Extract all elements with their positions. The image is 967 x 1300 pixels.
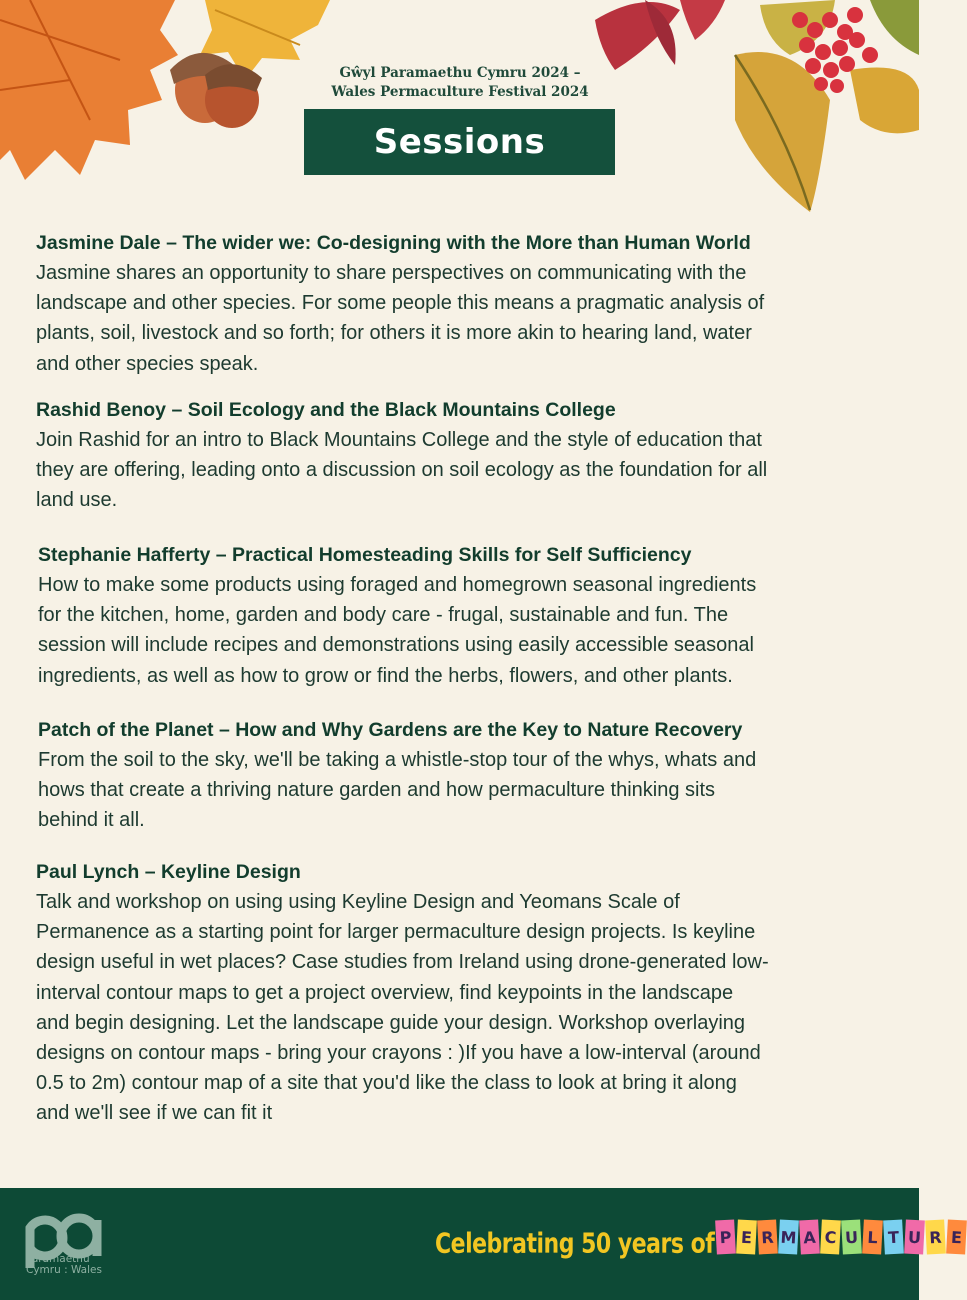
permaculture-letter: R — [757, 1220, 778, 1255]
description-line: Talk and workshop on using using Keyline Design and Yeomans Scale of — [36, 891, 680, 913]
permaculture-letter: E — [946, 1220, 967, 1255]
berries-leaves-top-right-illustration — [585, 0, 919, 215]
description-line: behind it all. — [38, 809, 145, 832]
permaculture-letter: E — [736, 1220, 757, 1255]
logo-text-line: Cymru : Wales — [26, 1264, 102, 1276]
description-line: interval contour maps to get a project overview, find keypoints in the landscape — [36, 981, 734, 1004]
description-line: designs on contour maps - bring your crayons : )If you have a low-interval (around — [36, 1042, 761, 1065]
description-line: landscape and other species. For some people this means a pragmatic analysis of — [36, 292, 765, 315]
description-line: plants, soil, livestock and so forth; for others it is more akin to hearing land, water — [36, 322, 752, 345]
session-paul-lynch — [36, 857, 896, 1129]
permaculture-letter: R — [925, 1220, 946, 1255]
description-line: land use. — [36, 489, 118, 512]
session-description — [36, 258, 896, 379]
page-title-box — [304, 109, 615, 175]
description-line: for the kitchen, home, garden and body care - frugal, sustainable and fun. The — [38, 604, 729, 627]
footer-banner — [0, 1188, 963, 1300]
session-description — [36, 887, 896, 1129]
festival-name-welsh: Gŵyl Paramaethu Cymru 2024 – — [339, 65, 581, 81]
orange-maple-leaf-icon — [0, 0, 178, 180]
permaculture-ransom-lettering — [716, 1220, 966, 1260]
paramaethu-logo-icon — [24, 1208, 114, 1288]
celebrating-tagline: Celebrating 50 years of — [435, 1228, 715, 1261]
description-line: hows that create a thriving nature garden and how permaculture thinking sits — [38, 779, 716, 802]
session-heading: Paul Lynch – Keyline Design — [36, 861, 301, 883]
description-line: From the soil to the sky, we'll be taking a whistle-stop tour of the whys, whats and — [38, 749, 757, 771]
session-stephanie-hafferty — [38, 540, 898, 691]
session-heading: Rashid Benoy – Soil Ecology and the Black Mountains College — [36, 399, 616, 421]
permaculture-letter: C — [820, 1220, 841, 1255]
festival-name-english: Wales Permaculture Festival 2024 — [331, 84, 589, 100]
permaculture-letter: P — [715, 1220, 736, 1255]
description-line: Jasmine shares an opportunity to share perspectives on communicating with the — [36, 262, 747, 284]
description-line: they are offering, leading onto a discussion on soil ecology as the foundation for all — [36, 459, 768, 482]
permaculture-letter: A — [799, 1220, 820, 1255]
session-jasmine-dale — [36, 228, 896, 379]
description-line: and other species speak. — [36, 352, 259, 375]
description-line: design useful in wet places? Case studies from Ireland using drone-generated low- — [36, 951, 769, 974]
session-description — [38, 745, 898, 836]
session-rashid-benoy — [36, 395, 896, 516]
description-line: Permanence as a starting point for larger permaculture design projects. Is keyline — [36, 921, 756, 944]
permaculture-letter: U — [841, 1220, 862, 1255]
description-line: and we'll see if we can fit it — [36, 1102, 273, 1125]
permaculture-letter: L — [862, 1220, 883, 1255]
description-line: session will include recipes and demonstrations using easily accessible seasonal — [38, 634, 754, 657]
permaculture-letter: U — [904, 1220, 925, 1255]
description-line: How to make some products using foraged and homegrown seasonal ingredients — [38, 574, 757, 596]
session-description — [38, 570, 898, 691]
permaculture-letter: M — [778, 1220, 799, 1255]
description-line: and begin designing. Let the landscape guide your design. Workshop overlaying — [36, 1011, 746, 1034]
festival-name — [300, 64, 620, 102]
session-heading: Patch of the Planet – How and Why Gardens are the Key to Nature Recovery — [38, 719, 743, 741]
description-line: ingredients, as well as how to grow or find the herbs, flowers, and other plants. — [38, 664, 733, 687]
session-heading: Jasmine Dale – The wider we: Co-designing with the More than Human World — [36, 232, 751, 254]
logo-text-line: Paramaethu — [26, 1253, 90, 1265]
permaculture-letter: T — [883, 1220, 904, 1255]
logo-text — [26, 1254, 102, 1276]
page-title: Sessions — [373, 122, 546, 162]
session-patch-of-the-planet — [38, 715, 898, 836]
session-description — [36, 425, 896, 516]
description-line: Join Rashid for an intro to Black Mountains College and the style of education that — [36, 429, 762, 451]
description-line: 0.5 to 2m) contour map of a site that you'd like the class to look at bring it along — [36, 1072, 737, 1095]
autumn-leaves-top-left-illustration — [0, 0, 330, 210]
session-heading: Stephanie Hafferty – Practical Homesteading Skills for Self Sufficiency — [38, 544, 692, 566]
